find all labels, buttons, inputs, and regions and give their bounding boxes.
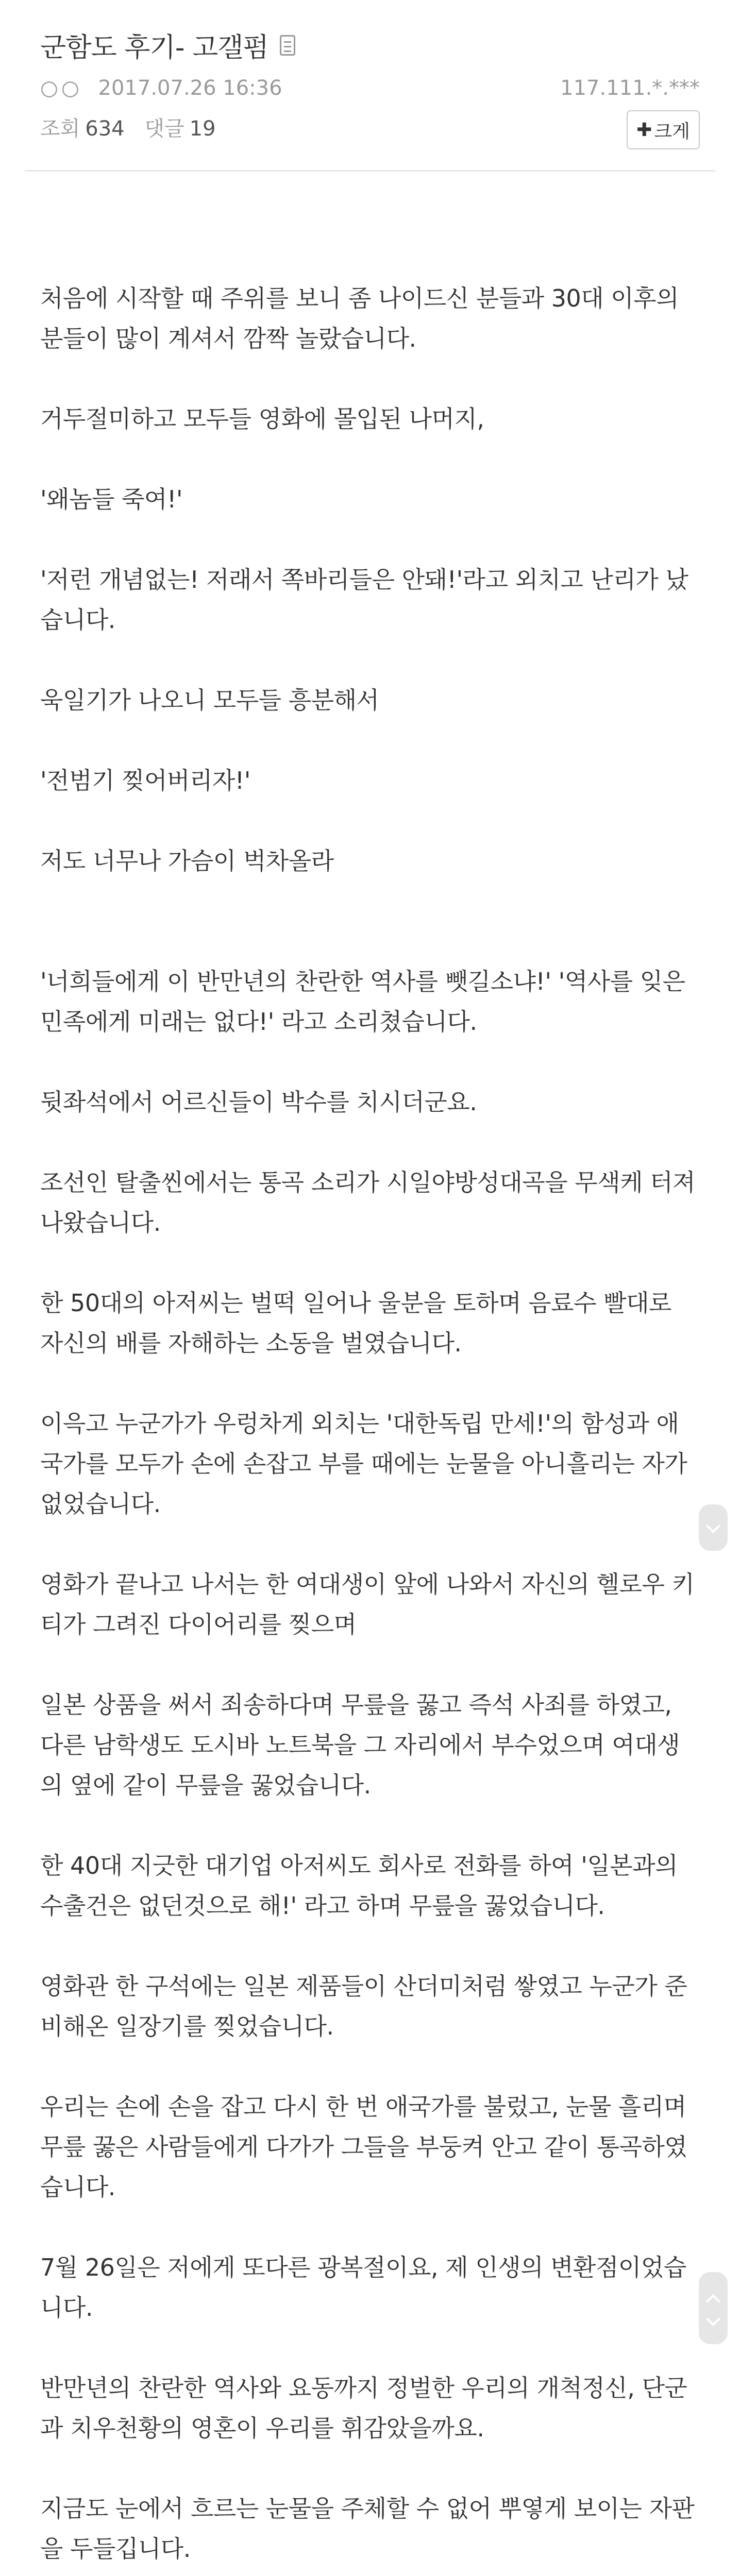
chevron-down-icon	[706, 1519, 720, 1533]
paragraph: 저도 너무나 가슴이 벅차올라	[40, 847, 334, 875]
paragraph: '저런 개념없는! 저래서 쪽바리들은 안돼!'라고 외치고 난리가 났습니다.	[40, 566, 688, 634]
views-label: 조회	[40, 117, 80, 141]
post-datetime: 2017.07.26 16:36	[98, 76, 282, 100]
post-body	[40, 278, 700, 2576]
paragraph: 조선인 탈출씬에서는 통곡 소리가 시일야방성대곡을 무색케 터져 나왔습니다.	[40, 1168, 696, 1236]
paragraph: 일본 상품을 써서 죄송하다며 무릎을 꿇고 즉석 사죄를 하였고, 다른 남학생도 도시바 노트북을 그 자리에서 부수었으며 여대생의 옆에 같이 무릎을 꿇었습니다.	[40, 1691, 680, 1799]
post-stats	[40, 112, 229, 142]
post-header	[0, 0, 740, 170]
paragraph: 한 50대의 아저씨는 벌떡 일어나 울분을 토하며 음료수 빨대로 자신의 배를 자해하는 소동을 벌였습니다.	[40, 1289, 671, 1357]
author-name[interactable]: ○○	[40, 76, 82, 100]
chevron-down-icon	[706, 2312, 720, 2326]
memo-icon	[280, 35, 295, 56]
comments-label: 댓글	[144, 117, 184, 141]
header-divider	[25, 170, 715, 172]
title-row	[40, 26, 295, 64]
scroll-top-bottom-button[interactable]	[699, 2272, 728, 2344]
paragraph: 거두절미하고 모두들 영화에 몰입된 나머지,	[40, 405, 484, 433]
paragraph: 반만년의 찬란한 역사와 요동까지 정벌한 우리의 개척정신, 단군과 치우천황의 영혼이 우리를 휘감았을까요.	[40, 2374, 687, 2442]
paragraph: 지금도 눈에서 흐르는 눈물을 주체할 수 없어 뿌옇게 보이는 자판을 두들깁니다.	[40, 2495, 695, 2563]
paragraph: 영화가 끝나고 나서는 한 여대생이 앞에 나와서 자신의 헬로우 키티가 그려진 다이어리를 찢으며	[40, 1570, 695, 1638]
author-ip: 117.111.*.***	[560, 76, 700, 100]
chevron-up-icon	[706, 2294, 720, 2309]
plus-icon: ✚	[636, 119, 652, 141]
scroll-down-button[interactable]	[699, 1504, 728, 1551]
paragraph: 7월 26일은 저에게 또다른 광복절이요, 제 인생의 변환점이었습니다.	[40, 2253, 686, 2321]
views-count: 634	[85, 117, 125, 141]
paragraph: 처음에 시작할 때 주위를 보니 좀 나이드신 분들과 30대 이후의 분들이 많이 계셔서 깜짝 놀랐습니다.	[40, 284, 679, 352]
paragraph: '왜놈들 죽여!'	[40, 485, 183, 513]
paragraph: 뒷좌석에서 어르신들이 박수를 치시더군요.	[40, 1088, 477, 1116]
font-size-button[interactable]	[627, 110, 700, 149]
paragraph: 한 40대 지긋한 대기업 아저씨도 회사로 전화를 하여 '일본과의 수출건은 없던것으로 해!' 라고 하며 무릎을 꿇었습니다.	[40, 1852, 678, 1920]
post-meta	[40, 76, 282, 100]
paragraph: '전범기 찢어버리자!'	[40, 767, 250, 794]
comments-count: 19	[189, 117, 216, 141]
paragraph: 이윽고 누군가가 우렁차게 외치는 '대한독립 만세!'의 함성과 애국가를 모두가 손에 손잡고 부를 때에는 눈물을 아니흘리는 자가 없었습니다.	[40, 1410, 687, 1518]
paragraph: 우리는 손에 손을 잡고 다시 한 번 애국가를 불렀고, 눈물 흘리며 무릎 꿇은 사람들에게 다가가 그들을 부둥켜 안고 같이 통곡하였습니다.	[40, 2093, 687, 2201]
paragraph: '너희들에게 이 반만년의 찬란한 역사를 뺏길소냐!' '역사를 잊은 민족에게 미래는 없다!' 라고 소리쳤습니다.	[40, 968, 685, 1036]
paragraph: 영화관 한 구석에는 일본 제품들이 산더미처럼 쌓였고 누군가 준비해온 일장기를 찢었습니다.	[40, 1972, 687, 2040]
paragraph: 욱일기가 나오니 모두들 흥분해서	[40, 686, 379, 714]
font-size-label: 크게	[654, 121, 690, 142]
post-title: 군함도 후기- 고갤펌	[40, 32, 268, 63]
